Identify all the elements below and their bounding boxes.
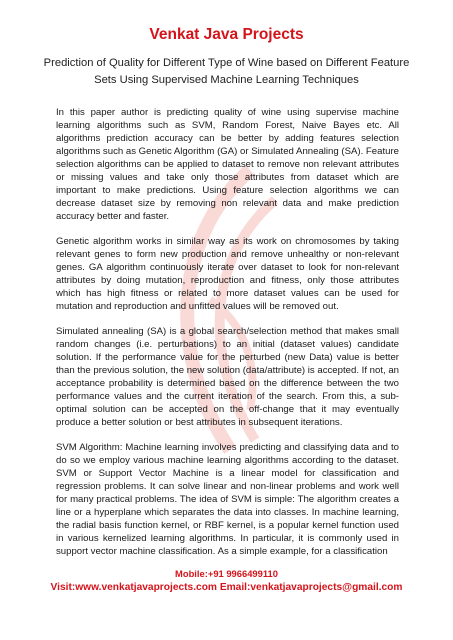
document-body: [56, 106, 399, 570]
footer-visit-email: Visit:www.venkatjavaprojects.com Email:venkatjavaprojects@gmail.com: [50, 582, 403, 593]
paragraph-intro: In this paper author is predicting quality of wine using supervise machine learning algorithms such as SVM, Random Forest, Naive Bayes etc. All algorithms prediction accuracy can be better by adding features selection algorithms such as Genetic Algorithm (GA) or Simulated Annealing (SA). Feature selection algorithms can be applied to dataset to remove non relevant attributes or missing values and take only those attributes from dataset which are important to make predictions. Using feature selection algorithms we can decrease dataset size by removing non relevant data and make prediction accuracy better and faster.: [56, 107, 399, 222]
header-title: Venkat Java Projects: [149, 26, 304, 43]
paragraph-genetic-algorithm: Genetic algorithm works in similar way as its work on chromosomes by taking relevant genes to form new production and remove unhealthy or non-relevant genes. GA algorithm continuously iterate over dataset to look for non-relevant attributes by doing mutation, reproduction and fitness, only those attributes which has high fitness or related to more dataset values can be used for mutation and reproduction and unfitted values will be removed out.: [56, 236, 399, 312]
document-title: Prediction of Quality for Different Type of Wine based on Different Feature Sets Using Supervised Machine Learning Techniques: [43, 57, 410, 86]
footer-mobile: Mobile:+91 9966499110: [175, 568, 278, 579]
paragraph-simulated-annealing: Simulated annealing (SA) is a global search/selection method that makes small random changes (i.e. perturbations) to an initial (dataset values) candidate solution. If the performance value for the perturbed (new Data) value is better than the previous solution, the new solution (data/attribute) is accepted. If not, an acceptance probability is determined based on the difference between the two performance values and the current iteration of the search. From this, a sub-optimal solution can be accepted on the off-change that it may eventually produce a better solution or best attributes in subsequent iterations.: [56, 326, 399, 428]
paragraph-svm-algorithm: SVM Algorithm: Machine learning involves predicting and classifying data and to do so we employ various machine learning algorithms according to the dataset. SVM or Support Vector Machine is a linear model for classification and regression problems. It can solve linear and non-linear problems and work well for many practical problems. The idea of SVM is simple: The algorithm creates a line or a hyperplane which separates the data into classes. In machine learning, the radial basis function kernel, or RBF kernel, is a popular kernel function used in various kernelized learning algorithms. In particular, it is commonly used in support vector machine classification. As a simple example, for a classification: [56, 442, 399, 557]
